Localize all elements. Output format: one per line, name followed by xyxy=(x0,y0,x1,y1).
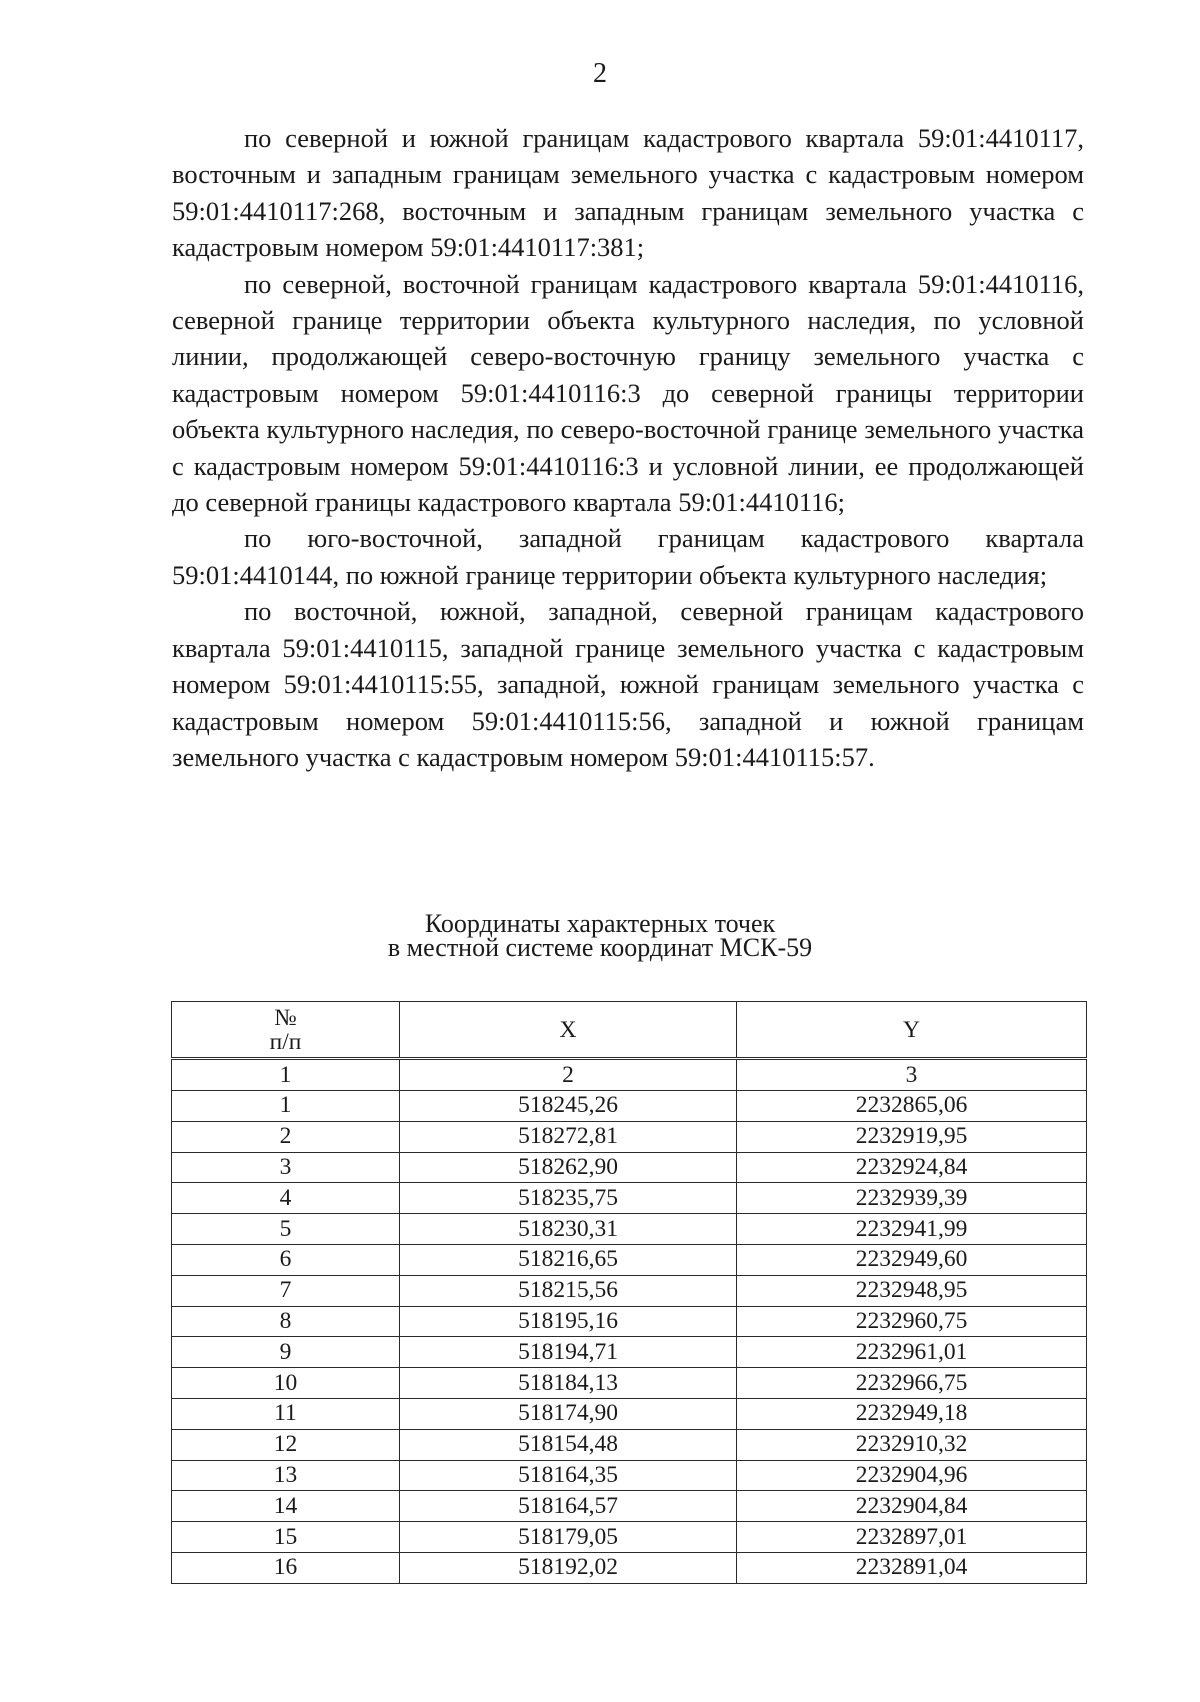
cell-x: 518174,90 xyxy=(400,1398,737,1429)
table-row xyxy=(172,1460,1087,1491)
cell-y: 2232897,01 xyxy=(737,1522,1087,1553)
table-row xyxy=(172,1491,1087,1522)
cell-x: 518272,81 xyxy=(400,1121,737,1152)
table-row xyxy=(172,1121,1087,1152)
table-row xyxy=(172,1183,1087,1214)
table-caption-line-1: Координаты характерных точек xyxy=(424,909,776,938)
cell-point-number: 10 xyxy=(172,1368,400,1399)
cell-point-number: 4 xyxy=(172,1183,400,1214)
cell-y: 2232961,01 xyxy=(737,1337,1087,1368)
table-row xyxy=(172,1398,1087,1429)
cell-y: 2232910,32 xyxy=(737,1429,1087,1460)
cell-point-number: 7 xyxy=(172,1275,400,1306)
cell-x: 518184,13 xyxy=(400,1368,737,1399)
cell-y: 2232904,96 xyxy=(737,1460,1087,1491)
cell-x: 518154,48 xyxy=(400,1429,737,1460)
cell-y: 2232960,75 xyxy=(737,1306,1087,1337)
paragraph-4: по восточной, южной, западной, северной границам кадастрового квартала 59:01:4410115, западной границе земельного участка с кадастровым номером 59:01:4410115:55, западной, южной границам земельного участка с кадастровым номером 59:01:4410115:56, западной и южной границам земельного участка с кадастровым номером 59:01:4410115:57. xyxy=(172,596,1084,772)
cell-y: 2232919,95 xyxy=(737,1121,1087,1152)
column-number-2: 2 xyxy=(400,1059,737,1091)
cell-point-number: 3 xyxy=(172,1152,400,1183)
cell-x: 518245,26 xyxy=(400,1091,737,1122)
cell-x: 518230,31 xyxy=(400,1214,737,1245)
table-row xyxy=(172,1337,1087,1368)
table-caption-line-2: в местной системе координат МСК-59 xyxy=(387,933,813,962)
cell-point-number: 2 xyxy=(172,1121,400,1152)
page-number: 2 xyxy=(593,58,607,89)
column-number-1: 1 xyxy=(172,1059,400,1091)
cell-y: 2232949,18 xyxy=(737,1398,1087,1429)
table-row xyxy=(172,1275,1087,1306)
cell-point-number: 1 xyxy=(172,1091,400,1122)
header-y: Y xyxy=(737,1002,1087,1059)
cell-x: 518235,75 xyxy=(400,1183,737,1214)
cell-y: 2232941,99 xyxy=(737,1214,1087,1245)
cell-y: 2232904,84 xyxy=(737,1491,1087,1522)
table-row xyxy=(172,1429,1087,1460)
table-row xyxy=(172,1214,1087,1245)
cell-point-number: 6 xyxy=(172,1244,400,1275)
paragraph-1: по северной и южной границам кадастрового квартала 59:01:4410117, восточным и западным границам земельного участка с кадастровым номером 59:01:4410117:268, восточным и западным границам земельного участка с кадастровым номером 59:01:4410117:381; xyxy=(172,123,1084,263)
cell-x: 518195,16 xyxy=(400,1306,737,1337)
cell-point-number: 12 xyxy=(172,1429,400,1460)
cell-x: 518192,02 xyxy=(400,1552,737,1583)
header-number-symbol: № xyxy=(274,1004,297,1031)
cell-point-number: 16 xyxy=(172,1552,400,1583)
cell-point-number: 11 xyxy=(172,1398,400,1429)
cell-x: 518164,35 xyxy=(400,1460,737,1491)
table-row xyxy=(172,1091,1087,1122)
table-row xyxy=(172,1306,1087,1337)
header-x: X xyxy=(400,1002,737,1059)
table-row xyxy=(172,1368,1087,1399)
cell-y: 2232966,75 xyxy=(737,1368,1087,1399)
cell-y: 2232939,39 xyxy=(737,1183,1087,1214)
table-caption xyxy=(0,909,1200,962)
coordinates-table xyxy=(171,1001,1087,1584)
cell-x: 518215,56 xyxy=(400,1275,737,1306)
body-text xyxy=(172,120,1084,775)
column-number-3: 3 xyxy=(737,1059,1087,1091)
paragraph-3: по юго-восточной, западной границам кадастрового квартала 59:01:4410144, по южной границе территории объекта культурного наследия; xyxy=(172,523,1084,590)
cell-x: 518216,65 xyxy=(400,1244,737,1275)
cell-y: 2232891,04 xyxy=(737,1552,1087,1583)
table-row xyxy=(172,1552,1087,1583)
table-header-row xyxy=(172,1002,1087,1059)
cell-point-number: 14 xyxy=(172,1491,400,1522)
cell-point-number: 9 xyxy=(172,1337,400,1368)
header-number-abbrev: п/п xyxy=(269,1028,302,1055)
cell-x: 518262,90 xyxy=(400,1152,737,1183)
column-numbering-row xyxy=(172,1059,1087,1091)
cell-x: 518179,05 xyxy=(400,1522,737,1553)
table-row xyxy=(172,1152,1087,1183)
table-row xyxy=(172,1244,1087,1275)
cell-y: 2232948,95 xyxy=(737,1275,1087,1306)
cell-y: 2232924,84 xyxy=(737,1152,1087,1183)
cell-y: 2232949,60 xyxy=(737,1244,1087,1275)
cell-x: 518164,57 xyxy=(400,1491,737,1522)
cell-point-number: 5 xyxy=(172,1214,400,1245)
paragraph-2: по северной, восточной границам кадастрового квартала 59:01:4410116, северной границе территории объекта культурного наследия, по условной линии, продолжающей северо-восточную границу земельного участка с кадастровым номером 59:01:4410116:3 до северной границы территории объекта культурного наследия, по северо-восточной границе земельного участка с кадастровым номером 59:01:4410116:3 и условной линии, ее продолжающей до северной границы кадастрового квартала 59:01:4410116; xyxy=(172,268,1084,518)
cell-x: 518194,71 xyxy=(400,1337,737,1368)
cell-point-number: 8 xyxy=(172,1306,400,1337)
table-row xyxy=(172,1522,1087,1553)
cell-point-number: 15 xyxy=(172,1522,400,1553)
cell-y: 2232865,06 xyxy=(737,1091,1087,1122)
cell-point-number: 13 xyxy=(172,1460,400,1491)
header-number xyxy=(172,1002,400,1059)
